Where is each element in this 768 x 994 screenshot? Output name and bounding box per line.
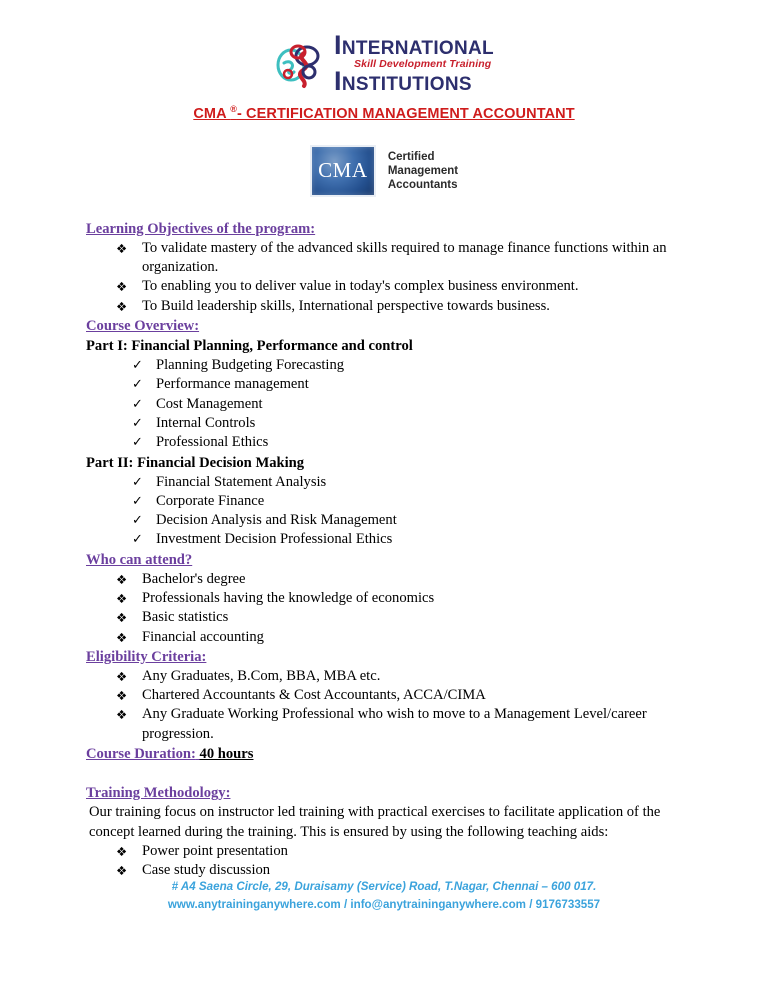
part-2-topics-list: [86, 473, 684, 550]
teaching-aids-list: [86, 842, 684, 881]
logo-initial-i-bottom: I: [334, 65, 342, 96]
paragraph-spacer: [86, 764, 684, 783]
section-heading-eligibility-criteria: Eligibility Criteria:: [86, 648, 207, 665]
course-duration-value: 40 hours: [199, 746, 254, 763]
list-item: ❖ Power point presentation: [112, 842, 684, 861]
section-heading-who-can-attend: Who can attend?: [86, 551, 193, 568]
cma-logo-text: CMA: [318, 158, 368, 183]
logo-group: [274, 30, 494, 97]
logo-text-institutions: NSTITUTIONS: [341, 73, 472, 95]
company-logo: [0, 0, 768, 96]
logo-initial-i-top: I: [334, 30, 342, 61]
list-item: ❖ Any Graduates, B.Com, BBA, MBA etc.: [112, 667, 684, 686]
registered-trademark-icon: ®: [230, 104, 237, 114]
footer-address: # A4 Saena Circle, 29, Duraisamy (Service) Road, T.Nagar, Chennai – 600 017.: [171, 880, 597, 893]
course-duration-label: Course Duration:: [86, 746, 196, 763]
abstract-cluster-logo-icon: [274, 39, 330, 91]
cma-caption-line-2: Management: [387, 164, 459, 177]
part-1-topics-list: [86, 356, 684, 452]
cma-badge-caption: [388, 145, 458, 197]
logo-text-international: NTERNATIONAL: [341, 38, 494, 60]
list-item: ❖ To enabling you to deliver value in today's complex business environment.: [112, 277, 684, 296]
section-heading-training-methodology: Training Methodology:: [86, 785, 231, 802]
list-item: ✓ Financial Statement Analysis: [128, 473, 684, 492]
document-body: [86, 219, 684, 881]
cma-certification-badge: [0, 145, 768, 197]
section-heading-learning-objectives: Learning Objectives of the program:: [86, 220, 316, 237]
list-item: ❖ Basic statistics: [112, 608, 684, 627]
list-item: ❖ Financial accounting: [112, 628, 684, 647]
list-item: ✓ Internal Controls: [128, 414, 684, 433]
list-item: ✓ Performance management: [128, 375, 684, 394]
list-item: ❖ Any Graduate Working Professional who wish to move to a Management Level/career progression.: [112, 705, 684, 744]
page-title-prefix: CMA: [193, 105, 231, 122]
list-item: ❖ To validate mastery of the advanced skills required to manage finance functions within an organization.: [112, 239, 684, 278]
list-item: ❖ Chartered Accountants & Cost Accountants, ACCA/CIMA: [112, 686, 684, 705]
list-item: ✓ Professional Ethics: [128, 433, 684, 452]
list-item: ✓ Decision Analysis and Risk Management: [128, 511, 684, 530]
section-heading-course-overview: Course Overview:: [86, 318, 200, 335]
list-item: ❖ To Build leadership skills, International perspective towards business.: [112, 297, 684, 316]
page-title-suffix: - CERTIFICATION MANAGEMENT ACCOUNTANT: [236, 105, 575, 122]
cma-caption-line-3: Accountants: [387, 178, 458, 191]
footer-contact: www.anytraininganywhere.com / info@anytraininganywhere.com / 9176733557: [167, 898, 601, 911]
logo-line-international: [334, 30, 494, 61]
cma-badge-group: [310, 145, 458, 197]
section-heading-course-duration: [86, 744, 684, 764]
page-title: [0, 104, 768, 122]
eligibility-criteria-list: [86, 667, 684, 744]
list-item: ❖ Case study discussion: [112, 861, 684, 880]
list-item: ✓ Planning Budgeting Forecasting: [128, 356, 684, 375]
cma-caption-line-1: Certified: [387, 150, 435, 163]
subsection-heading-part-2: Part II: Financial Decision Making: [86, 454, 305, 471]
list-item: ✓ Corporate Finance: [128, 492, 684, 511]
list-item: ✓ Investment Decision Professional Ethics: [128, 530, 684, 549]
learning-objectives-list: [86, 239, 684, 316]
list-item: ❖ Bachelor's degree: [112, 570, 684, 589]
page-footer: [0, 878, 768, 914]
logo-line-institutions: [334, 65, 494, 97]
logo-wordmark: [334, 30, 494, 97]
list-item: ✓ Cost Management: [128, 395, 684, 414]
who-can-attend-list: [86, 570, 684, 647]
list-item: ❖ Professionals having the knowledge of economics: [112, 589, 684, 608]
logo-tagline: Skill Development Training: [354, 58, 492, 71]
training-methodology-paragraph: Our training focus on instructor led training with practical exercises to facilitate application of the concept learned during the training. This is ensured by using the following teaching aids:: [89, 804, 661, 840]
cma-logo-box: [310, 145, 376, 197]
subsection-heading-part-1: Part I: Financial Planning, Performance and control: [86, 338, 413, 355]
